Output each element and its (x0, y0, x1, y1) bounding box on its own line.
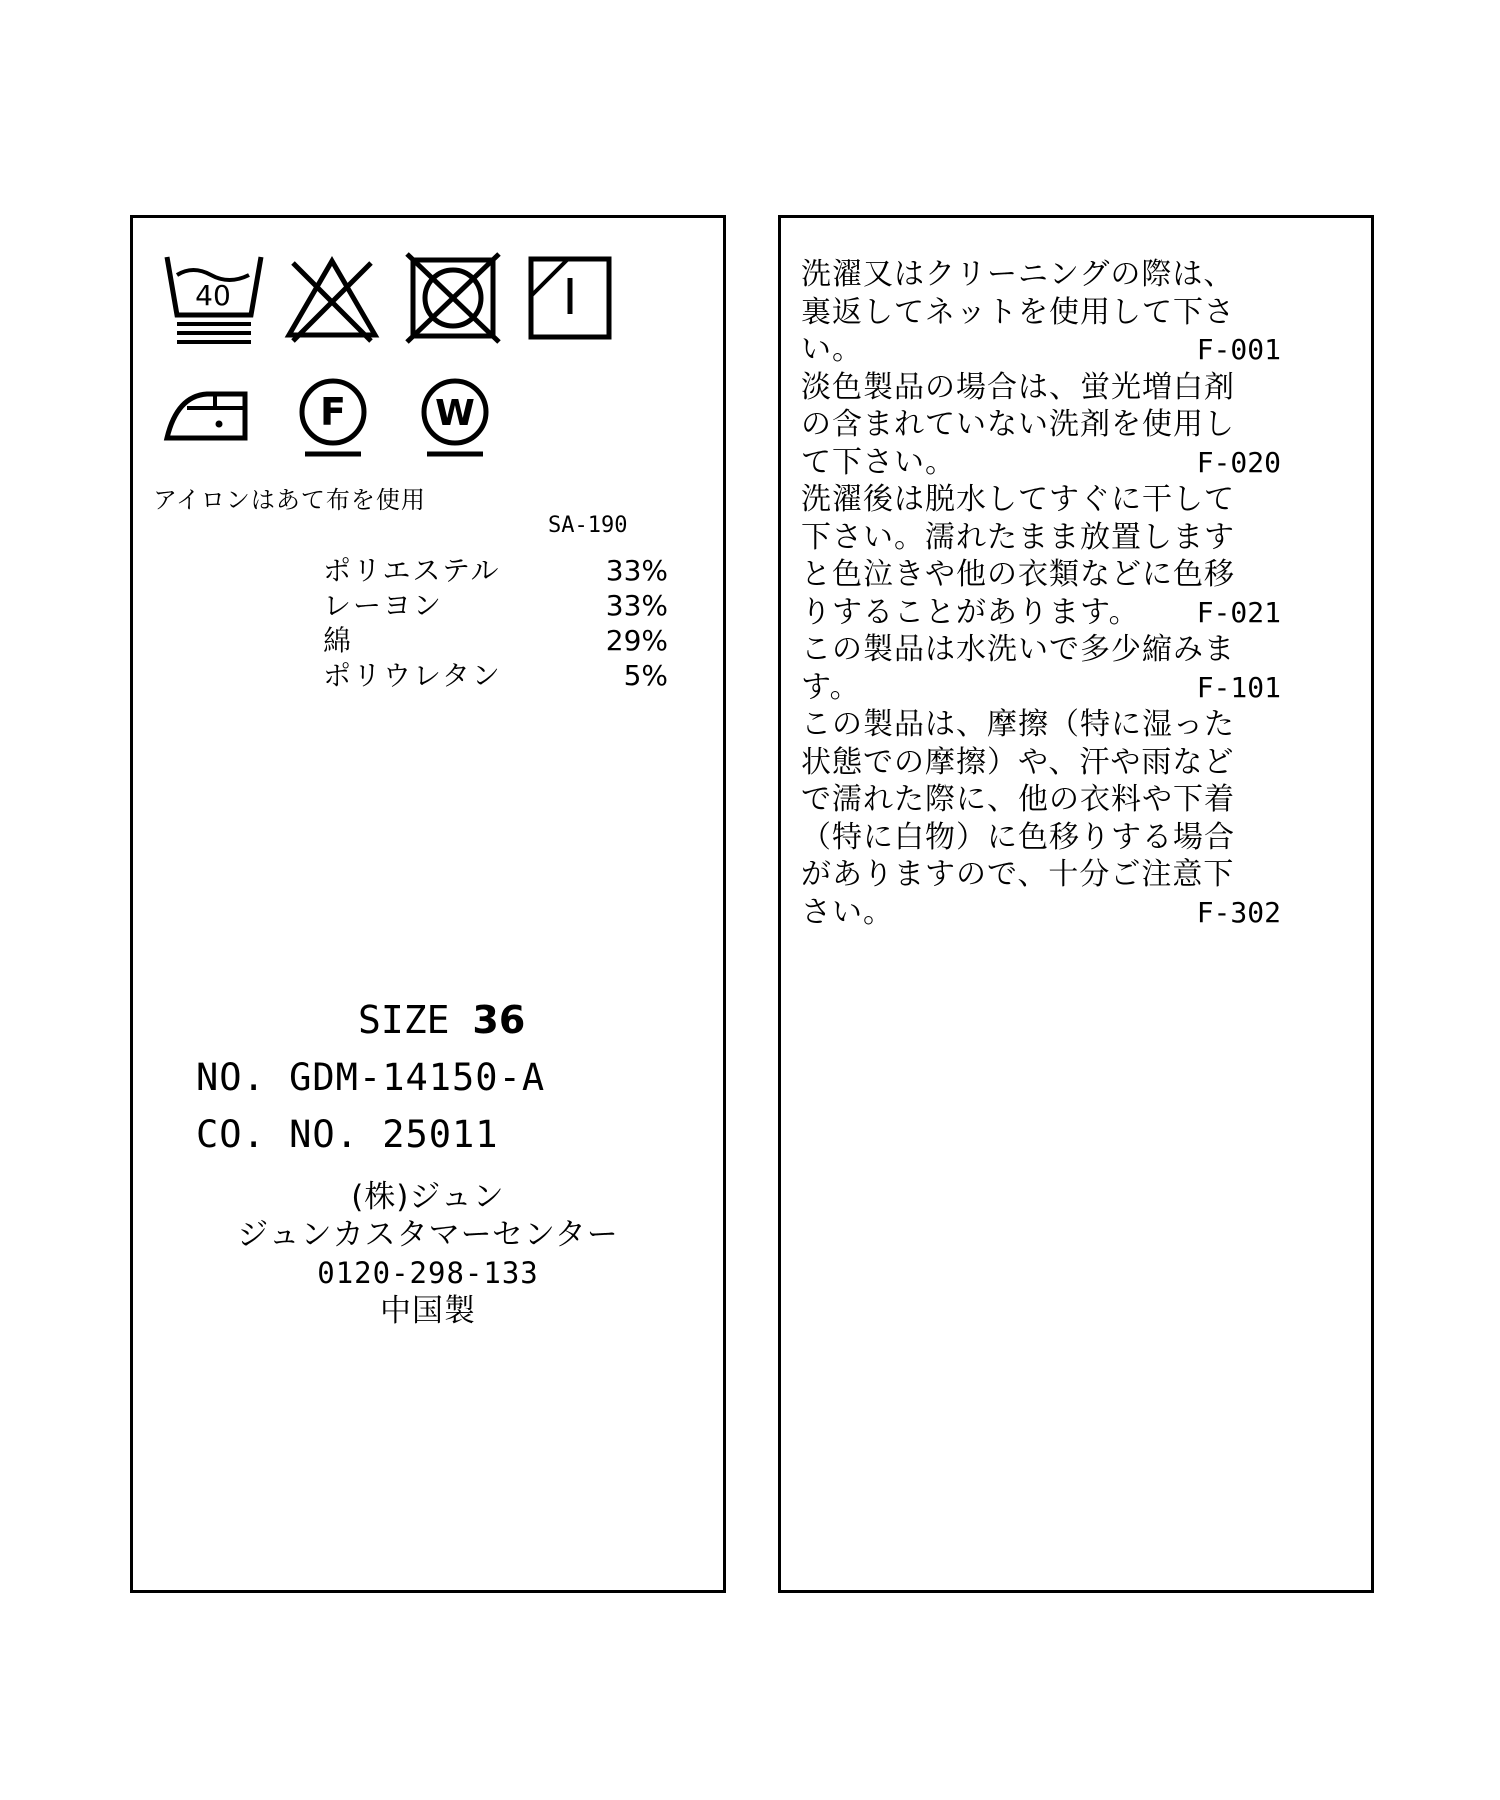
fiber-name: ポリウレタン (323, 659, 502, 692)
line-dry-icon (528, 256, 612, 340)
fiber-percent: 29% (605, 624, 668, 657)
care-line (801, 444, 1281, 482)
size-prefix: SIZE (358, 998, 450, 1042)
fiber-name: 綿 (323, 624, 354, 657)
size-value: 36 (472, 998, 526, 1042)
no-tumble-dry-icon (405, 252, 501, 344)
care-text: がありますので、十分ご注意下 (801, 857, 1235, 892)
care-text: で濡れた際に、他の衣料や下着 (801, 782, 1235, 817)
care-text: さい。 (801, 894, 894, 930)
wash-temp-text: 40 (195, 279, 231, 312)
care-instructions (801, 256, 1281, 931)
fiber-percent: 5% (623, 659, 668, 692)
care-line (801, 406, 1281, 444)
fiber-percent: 33% (605, 589, 668, 622)
country-of-origin: 中国製 (380, 1293, 476, 1329)
no-bleach-icon (283, 253, 381, 343)
care-line (801, 369, 1281, 407)
fiber-name: レーヨン (323, 589, 444, 622)
care-code: F-001 (1196, 333, 1281, 366)
care-code: F-021 (1196, 595, 1281, 629)
care-text: と色泣きや他の衣類などに色移 (801, 557, 1235, 592)
care-line (801, 744, 1281, 782)
care-text: 状態での摩擦）や、汗や雨など (801, 744, 1235, 780)
care-line (801, 631, 1281, 669)
fiber-composition (323, 553, 668, 693)
care-text: い。 (801, 332, 863, 367)
care-line (801, 819, 1281, 857)
company-name: (株)ジュン (351, 1179, 505, 1215)
wet-clean-w-icon (415, 378, 495, 458)
care-text: て下さい。 (801, 444, 956, 480)
care-line (801, 856, 1281, 894)
fiber-row (323, 658, 668, 693)
care-text: す。 (801, 669, 861, 705)
iron-note: アイロンはあて布を使用 (153, 486, 426, 514)
care-line (801, 331, 1281, 369)
fiber-row (323, 588, 668, 623)
care-line (801, 256, 1281, 294)
care-line (801, 519, 1281, 557)
care-line (801, 294, 1281, 332)
care-text: りすることがあります。 (801, 594, 1140, 630)
customer-center: ジュンカスタマーセンター (237, 1217, 619, 1253)
care-line (801, 556, 1281, 594)
care-line (801, 706, 1281, 744)
care-text: この製品は水洗いで多少縮みま (801, 632, 1235, 667)
composition-label (130, 215, 726, 1593)
care-text: 裏返してネットを使用して下さ (801, 294, 1235, 330)
care-text: この製品は、摩擦（特に湿った (801, 707, 1235, 742)
care-text: の含まれていない洗剤を使用し (801, 407, 1235, 442)
fiber-percent: 33% (605, 554, 668, 587)
product-number: NO. GDM-14150-A (196, 1056, 546, 1099)
wet-clean-letter: W (435, 393, 475, 434)
care-line (801, 481, 1281, 519)
care-line (801, 894, 1281, 932)
dry-clean-f-icon (293, 378, 373, 458)
care-code: F-020 (1196, 445, 1281, 479)
care-line (801, 594, 1281, 632)
fiber-row (323, 553, 668, 588)
size-line (358, 998, 525, 1042)
sa-code: SA-190 (548, 513, 628, 538)
company-info (133, 1178, 723, 1330)
phone-number: 0120-298-133 (317, 1256, 539, 1290)
care-code: F-101 (1196, 670, 1281, 704)
fiber-row (323, 623, 668, 658)
dry-clean-letter: F (320, 390, 346, 434)
care-line (801, 781, 1281, 819)
care-code: F-302 (1196, 895, 1281, 929)
care-line (801, 669, 1281, 707)
care-text: 淡色製品の場合は、蛍光増白剤 (801, 369, 1235, 405)
co-number: CO. NO. 25011 (196, 1113, 499, 1156)
wash-40-icon (163, 253, 265, 345)
care-text: （特に白物）に色移りする場合 (801, 819, 1235, 855)
care-text: 洗濯後は脱水してすぐに干して (801, 482, 1235, 517)
care-text: 下さい。濡れたまま放置します (801, 519, 1235, 555)
care-text: 洗濯又はクリーニングの際は、 (801, 257, 1235, 292)
fiber-name: ポリエステル (323, 554, 501, 587)
iron-low-icon (163, 386, 249, 442)
care-instructions-label (778, 215, 1374, 1593)
